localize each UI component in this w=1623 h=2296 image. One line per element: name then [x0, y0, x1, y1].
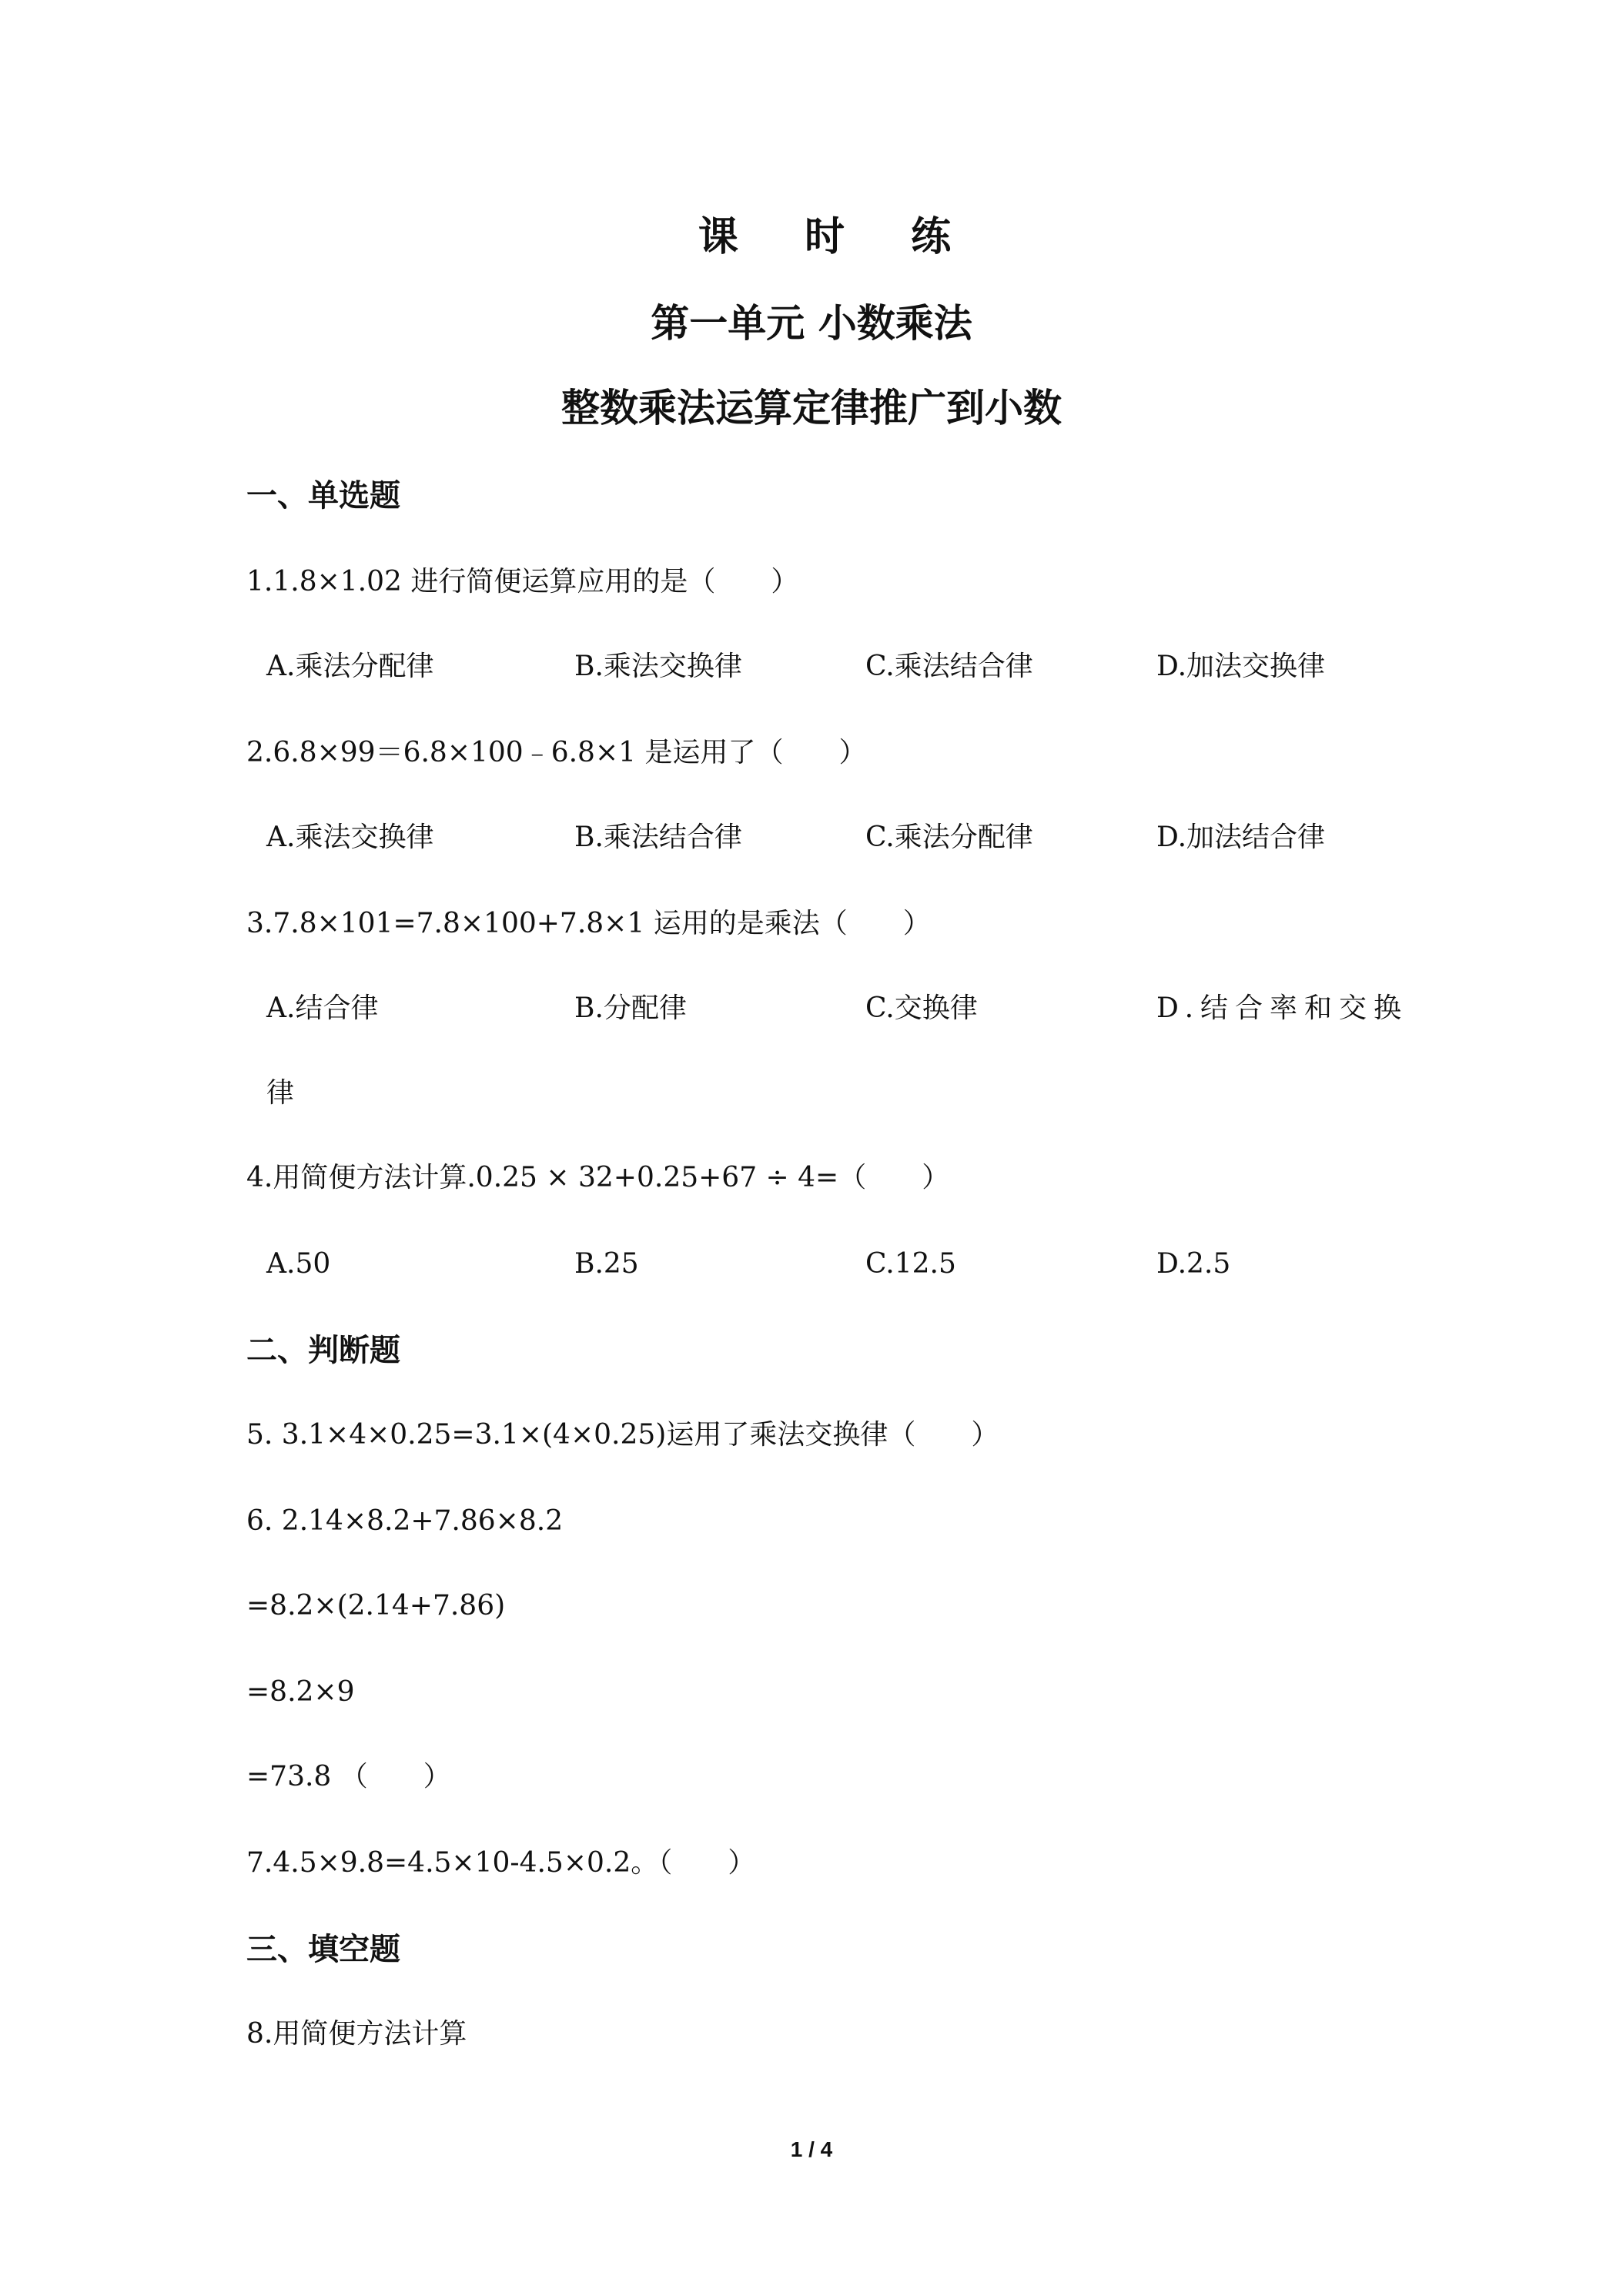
question-3-option-c: C.交换律 [865, 992, 978, 1024]
question-6-line-3: =8.2×9 [246, 1676, 355, 1708]
question-6-line-1: 6. 2.14×8.2+7.86×8.2 [246, 1505, 564, 1537]
question-2-option-c: C.乘法分配律 [865, 822, 1033, 853]
question-4-stem: 4.用简便方法计算.0.25 × 32+0.25+67 ÷ 4=（ ） [246, 1162, 950, 1193]
question-4-option-a: A.50 [266, 1248, 331, 1280]
unit-heading: 第一单元 小数乘法 [651, 301, 972, 346]
question-3-option-a: A.结合律 [266, 992, 379, 1024]
question-4-option-c: C.12.5 [865, 1248, 956, 1280]
question-2-option-b: B.乘法结合律 [574, 822, 742, 853]
question-1-option-a: A.乘法分配律 [266, 651, 434, 682]
worksheet-title: 课 时 练 [698, 214, 978, 260]
section-heading-single-choice: 一、单选题 [246, 478, 400, 514]
question-3-option-d-continued: 律 [266, 1077, 295, 1109]
question-4-option-b: B.25 [574, 1248, 639, 1280]
question-2-option-a: A.乘法交换律 [266, 822, 434, 853]
question-8-stem: 8.用简便方法计算 [246, 2018, 467, 2050]
question-2-option-d: D.加法结合律 [1156, 822, 1326, 853]
lesson-heading: 整数乘法运算定律推广到小数 [561, 386, 1062, 430]
question-6-line-4: =73.8 （ ） [246, 1761, 451, 1792]
page-number: 1 / 4 [790, 2137, 833, 2161]
question-1-option-c: C.乘法结合律 [865, 651, 1033, 682]
question-6-line-2: =8.2×(2.14+7.86) [246, 1590, 506, 1622]
question-1-stem: 1.1.8×1.02 进行简便运算应用的是（ ） [246, 566, 799, 597]
section-heading-true-false: 二、判断题 [246, 1333, 400, 1368]
question-4-option-d: D.2.5 [1156, 1248, 1231, 1280]
question-2-stem: 2.6.8×99＝6.8×100﹣6.8×1 是运用了（ ） [246, 737, 867, 768]
question-7-stem: 7.4.5×9.8=4.5×10-4.5×0.2。（ ） [246, 1847, 756, 1879]
section-heading-fill-in: 三、填空题 [246, 1932, 400, 1967]
question-3-stem: 3.7.8×101=7.8×100+7.8×1 运用的是乘法（ ） [246, 908, 931, 939]
question-1-option-d: D.加法交换律 [1156, 651, 1326, 682]
question-3-option-d: D.结合率和交换 [1156, 992, 1409, 1024]
question-1-option-b: B.乘法交换律 [574, 651, 742, 682]
question-3-option-b: B.分配律 [574, 992, 687, 1024]
question-5-stem: 5. 3.1×4×0.25=3.1×(4×0.25)运用了乘法交换律（ ） [246, 1419, 999, 1451]
